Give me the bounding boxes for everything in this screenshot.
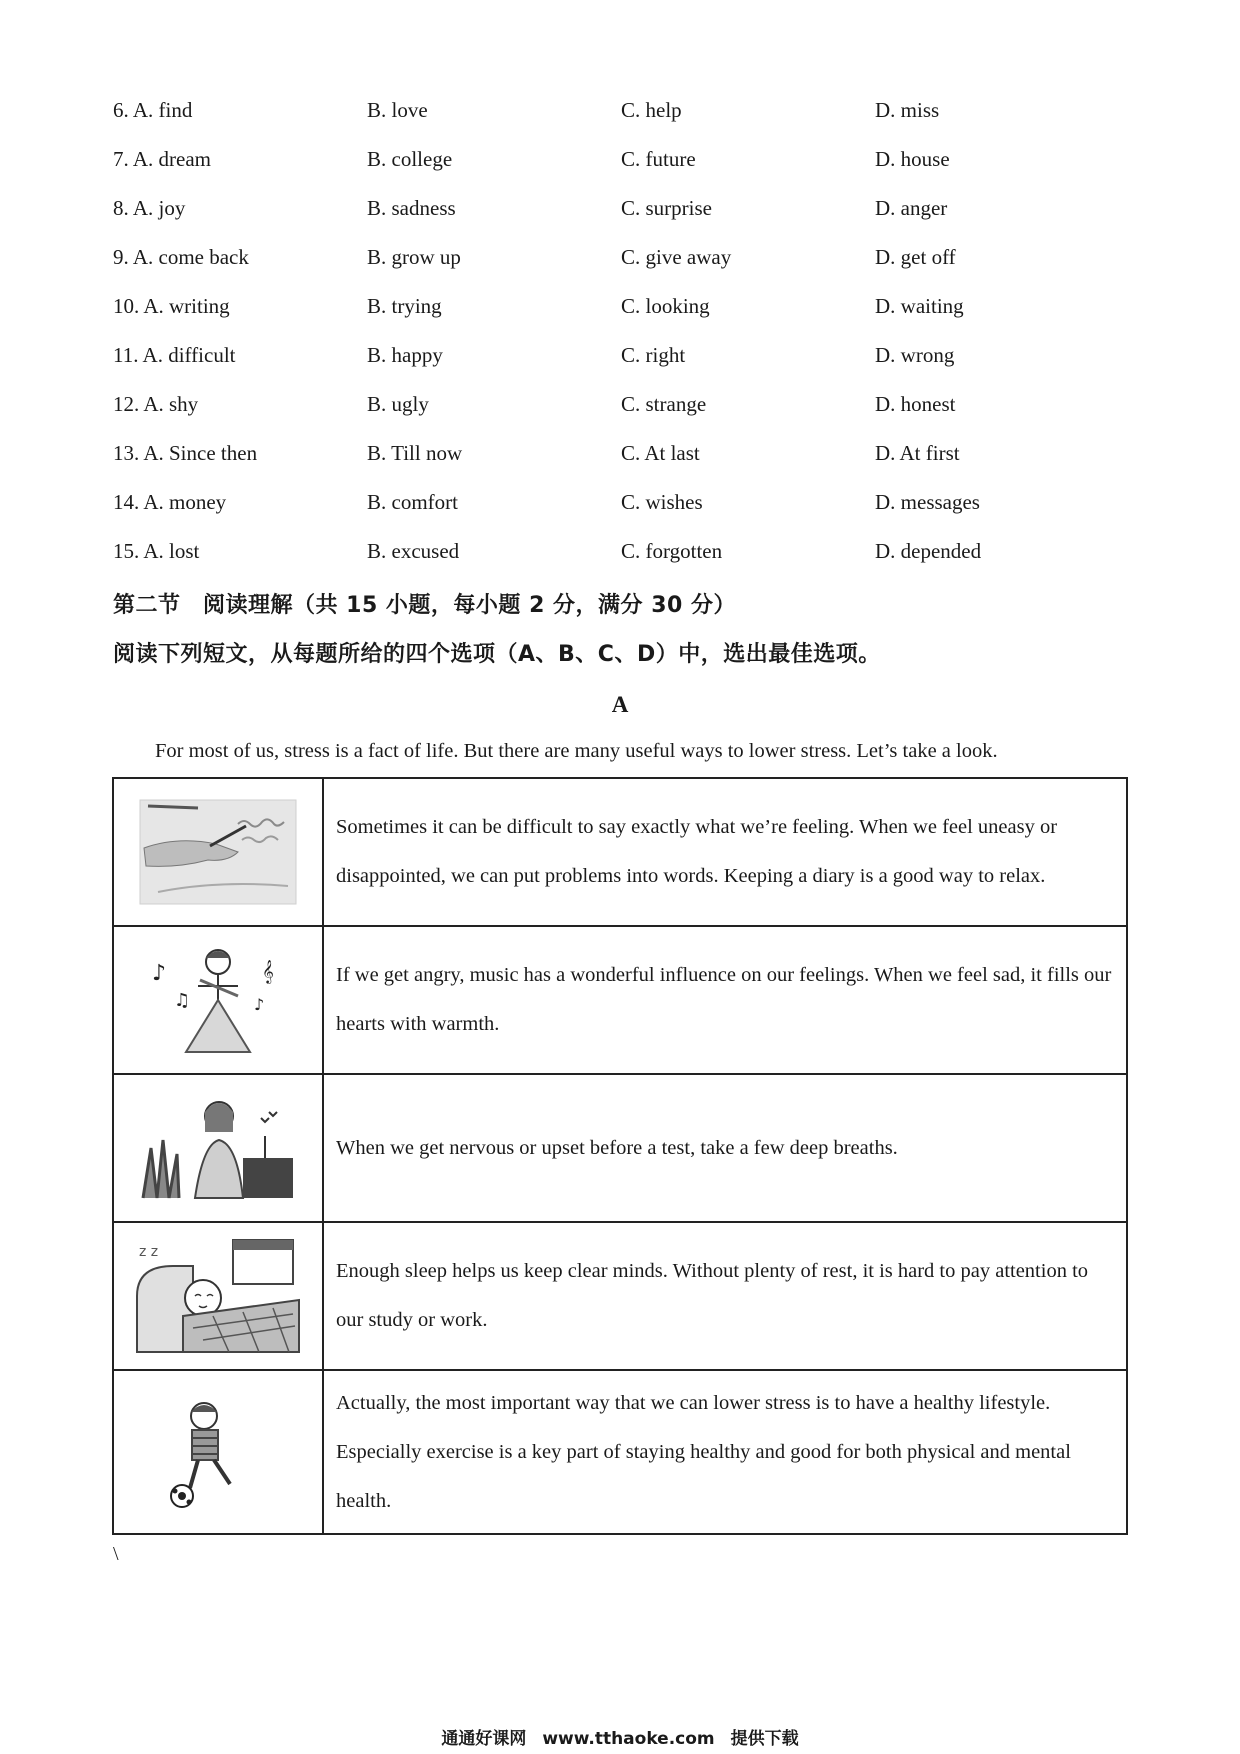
question-options-row (113, 147, 1133, 196)
tip-picture-cell (113, 1370, 323, 1534)
question-options-row (113, 294, 1133, 343)
option-c: C. help (621, 98, 682, 122)
question-options-row (113, 245, 1133, 294)
option-c: C. At last (621, 441, 700, 465)
question-options-row (113, 441, 1133, 490)
deep-breath-girl-icon (133, 1088, 303, 1208)
question-options-row (113, 392, 1133, 441)
svg-text:♫: ♫ (174, 990, 191, 1011)
option-c: C. forgotten (621, 539, 723, 563)
option-c: C. looking (621, 294, 710, 318)
question-options-row (113, 490, 1133, 539)
tip-picture-cell (113, 926, 323, 1074)
reading-instructions: 阅读下列短文，从每题所给的四个选项（A、B、C、D）中，选出最佳选项。 (113, 642, 881, 667)
tip-text: Enough sleep helps us keep clear minds. Without plenty of rest, it is hard to pay attention to our study or work. (323, 1222, 1127, 1370)
stray-mark: \ (113, 1543, 119, 1565)
option-c: C. surprise (621, 196, 712, 220)
tip-text: When we get nervous or upset before a test, take a few deep breaths. (323, 1074, 1127, 1222)
svg-text:♪: ♪ (152, 961, 167, 986)
svg-text:z z: z z (139, 1244, 159, 1260)
writing-hand-icon (138, 796, 298, 908)
option-a: 9. A. come back (113, 245, 249, 269)
option-b: B. excused (367, 539, 460, 563)
option-b: B. college (367, 147, 453, 171)
option-d: D. At first (875, 441, 960, 465)
option-c: C. right (621, 343, 686, 367)
tip-row (113, 778, 1127, 926)
soccer-boy-icon (158, 1392, 278, 1512)
option-b: B. comfort (367, 490, 458, 514)
music-girl-icon (138, 940, 298, 1060)
option-b: B. sadness (367, 196, 456, 220)
option-a: 11. A. difficult (113, 343, 236, 367)
option-d: D. honest (875, 392, 956, 416)
sleeping-child-icon (133, 1236, 303, 1356)
option-b: B. trying (367, 294, 442, 318)
option-c: C. wishes (621, 490, 703, 514)
footer-site-name: 通通好课网 (441, 1729, 527, 1749)
question-options-row (113, 98, 1133, 147)
footer (0, 1724, 1240, 1749)
tip-text: Actually, the most important way that we can lower stress is to have a healthy lifestyle. Especially exercise is a key part of staying healthy and good for both physical and mental health. (323, 1370, 1127, 1534)
tip-picture-cell (113, 1074, 323, 1222)
question-options-row (113, 343, 1133, 392)
tip-row (113, 1370, 1127, 1534)
option-a: 15. A. lost (113, 539, 200, 563)
option-b: B. grow up (367, 245, 461, 269)
answer-options-list (113, 98, 1133, 588)
option-d: D. wrong (875, 343, 955, 367)
svg-text:𝄞: 𝄞 (262, 959, 274, 983)
option-b: B. happy (367, 343, 443, 367)
option-a: 7. A. dream (113, 147, 211, 171)
option-b: B. Till now (367, 441, 463, 465)
option-a: 14. A. money (113, 490, 227, 514)
stress-tips-table (112, 777, 1128, 1535)
option-a: 10. A. writing (113, 294, 230, 318)
option-d: D. get off (875, 245, 956, 269)
option-a: 6. A. find (113, 98, 193, 122)
passage-letter: A (611, 692, 629, 717)
option-b: B. love (367, 98, 428, 122)
section-title: 第二节 阅读理解（共 15 小题，每小题 2 分，满分 30 分） (113, 593, 736, 618)
option-d: D. anger (875, 196, 948, 220)
passage-intro: For most of us, stress is a fact of life. But there are many useful ways to lower stress. Let’s take a look. (155, 740, 998, 762)
option-a: 12. A. shy (113, 392, 199, 416)
option-d: D. depended (875, 539, 982, 563)
footer-url: www.tthaoke.com (542, 1729, 715, 1749)
tip-picture-cell (113, 1222, 323, 1370)
option-c: C. give away (621, 245, 732, 269)
option-c: C. future (621, 147, 696, 171)
tip-text: Sometimes it can be difficult to say exactly what we’re feeling. When we feel uneasy or disappointed, we can put problems into words. Keeping a diary is a good way to relax. (323, 778, 1127, 926)
option-a: 13. A. Since then (113, 441, 258, 465)
tip-row (113, 1222, 1127, 1370)
tip-row (113, 1074, 1127, 1222)
option-c: C. strange (621, 392, 707, 416)
tip-text: If we get angry, music has a wonderful influence on our feelings. When we feel sad, it fills our hearts with warmth. (323, 926, 1127, 1074)
option-a: 8. A. joy (113, 196, 186, 220)
question-options-row (113, 539, 1133, 588)
option-b: B. ugly (367, 392, 429, 416)
option-d: D. waiting (875, 294, 964, 318)
footer-note: 提供下载 (730, 1729, 799, 1749)
option-d: D. messages (875, 490, 980, 514)
question-options-row (113, 196, 1133, 245)
tip-picture-cell (113, 778, 323, 926)
option-d: D. miss (875, 98, 940, 122)
option-d: D. house (875, 147, 950, 171)
tip-row (113, 926, 1127, 1074)
svg-text:♪: ♪ (254, 995, 265, 1014)
